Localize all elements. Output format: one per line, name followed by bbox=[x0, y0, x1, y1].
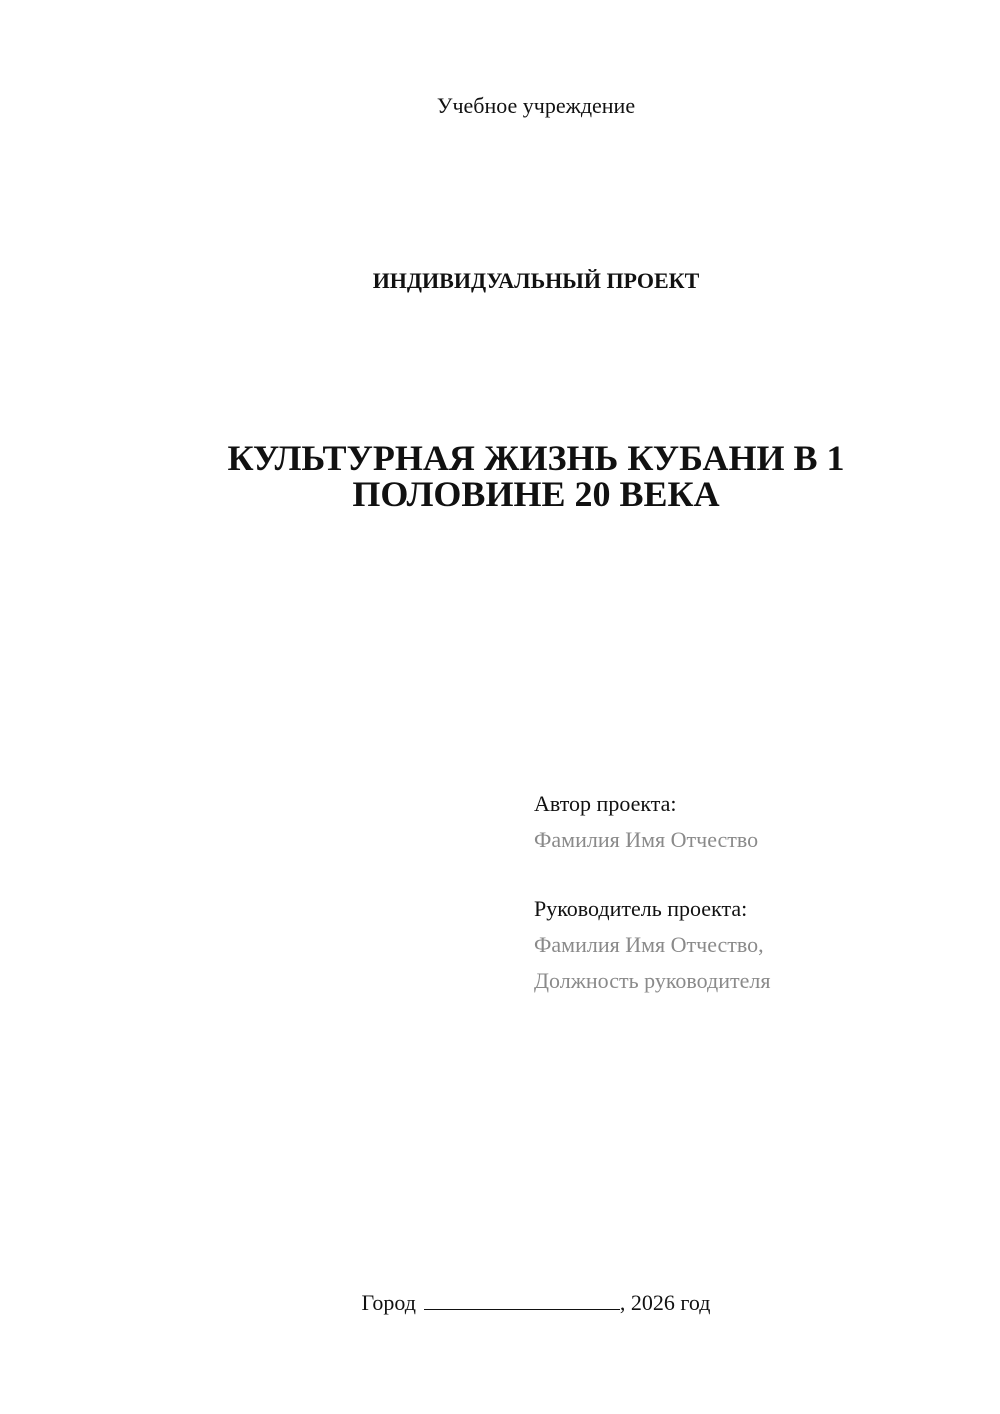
footer-city-year bbox=[0, 1288, 1000, 1318]
supervisor-block bbox=[534, 891, 770, 999]
supervisor-name: Фамилия Имя Отчество, bbox=[534, 932, 764, 957]
author-label: Автор проекта: bbox=[534, 791, 677, 816]
institution-name: Учебное учреждение bbox=[436, 93, 636, 118]
year-text: , 2026 год bbox=[619, 1290, 711, 1315]
author-name: Фамилия Имя Отчество bbox=[534, 827, 759, 852]
city-blank-line bbox=[424, 1289, 620, 1310]
author-block bbox=[534, 786, 758, 858]
project-title bbox=[0, 440, 1000, 512]
supervisor-label: Руководитель проекта: bbox=[534, 896, 748, 921]
document-type: ИНДИВИДУАЛЬНЫЙ ПРОЕКТ bbox=[372, 268, 700, 293]
supervisor-position: Должность руководителя bbox=[534, 968, 771, 993]
project-title-line-1: КУЛЬТУРНАЯ ЖИЗНЬ КУБАНИ В 1 bbox=[227, 438, 845, 478]
city-label: Город bbox=[361, 1290, 416, 1315]
project-title-line-2: ПОЛОВИНЕ 20 ВЕКА bbox=[352, 474, 720, 514]
